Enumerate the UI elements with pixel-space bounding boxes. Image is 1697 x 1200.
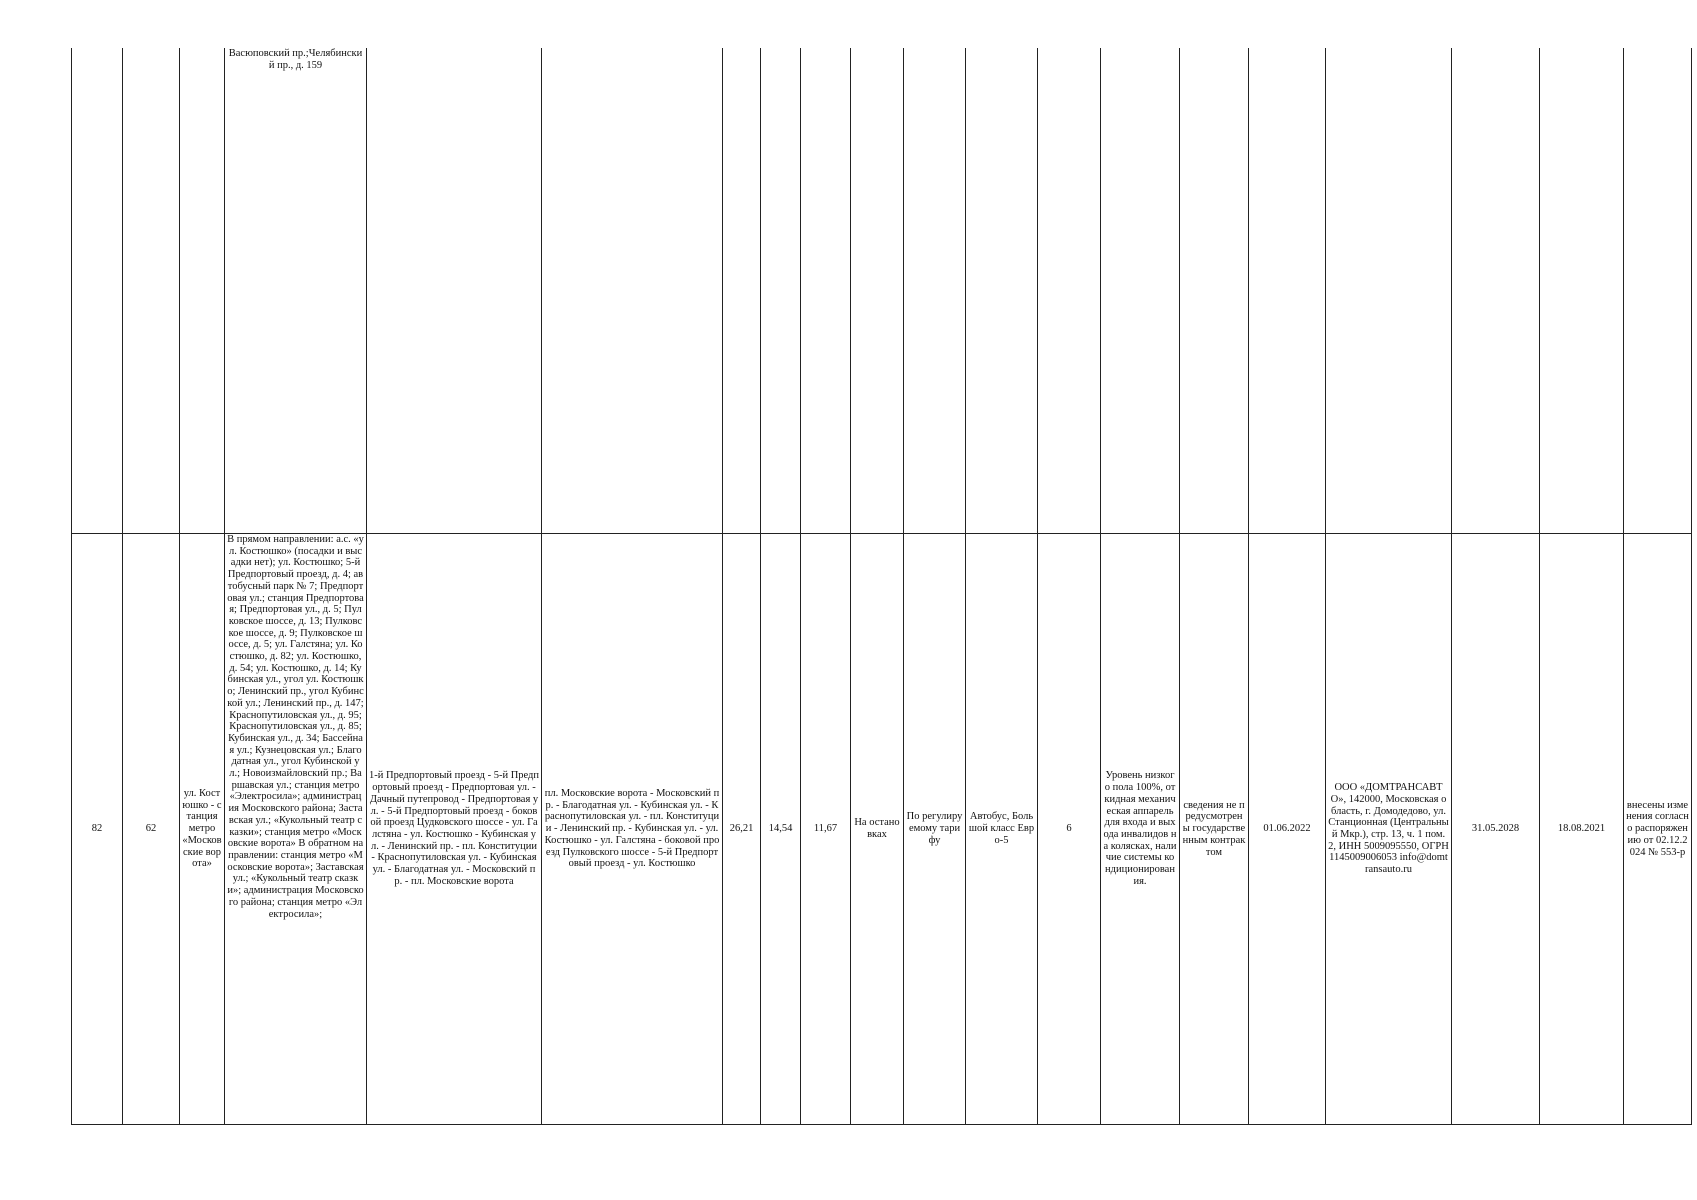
cell-empty — [1624, 48, 1692, 534]
streets-forward-cell: 1-й Предпортовый проезд - 5-й Предпортовый проезд - Предпортовая ул. - Дачный путепровод - Предпортовая ул. - 5-й Предпортовый проезд - боковой проезд Цудковского шоссе - ул. Галстяна - ул. Костюшко - Кубинская ул. - Ленинский пр. - пл. Конституции - Краснопутиловская ул. - Кубинская ул. - Благодатная ул. - Московский пр. - пл. Московские ворота — [367, 534, 542, 1125]
length-backward-cell: 14,54 — [761, 534, 801, 1125]
cell-empty — [1101, 48, 1180, 534]
characteristics-cell: Уровень низкого пола 100%, откидная механическая аппарель для входа и выхода инвалидов на колясках, наличие системы кондиционирования. — [1101, 534, 1180, 1125]
route-name-cell: ул. Костюшко - станция метро «Московские ворота» — [180, 534, 225, 1125]
cell-empty — [542, 48, 723, 534]
changes-date-cell: 18.08.2021 — [1540, 534, 1624, 1125]
cell-empty — [1540, 48, 1624, 534]
streets-backward-cell: пл. Московские ворота - Московский пр. - Благодатная ул. - Кубинская ул. - Краснопутиловская ул. - пл. Конституции - Ленинский пр. - Кубинская ул. - ул. Костюшко - ул. Галстяна - боковой проезд Пулковского шоссе - 5-й Предпортовый проезд - ул. Костюшко — [542, 534, 723, 1125]
cell-empty — [1180, 48, 1249, 534]
cell-empty — [123, 48, 180, 534]
cell-empty — [761, 48, 801, 534]
cell-empty — [723, 48, 761, 534]
contract-cell: сведения не предусмотрены государственным контрактом — [1180, 534, 1249, 1125]
start-date-cell: 01.06.2022 — [1249, 534, 1326, 1125]
previous-route-row-continuation — [72, 48, 1692, 534]
cell-empty — [801, 48, 851, 534]
cell-empty — [1249, 48, 1326, 534]
tariff-cell: По регулируемому тарифу — [904, 534, 966, 1125]
route-register-table — [71, 48, 1692, 1125]
cell-empty — [1326, 48, 1452, 534]
boarding-order-cell: На остановках — [851, 534, 904, 1125]
cell-empty — [851, 48, 904, 534]
cell-empty — [1452, 48, 1540, 534]
cell-empty — [367, 48, 542, 534]
route-number-cell: 62 — [123, 534, 180, 1125]
cell-empty — [1038, 48, 1101, 534]
stops-cell-continuation: Васюповский пр.;Челябинский пр., д. 159 — [225, 48, 367, 534]
vehicle-cell: Автобус, Большой класс Евро-5 — [966, 534, 1038, 1125]
end-date-cell: 31.05.2028 — [1452, 534, 1540, 1125]
length-total-cell: 11,67 — [801, 534, 851, 1125]
reg-number-cell: 82 — [72, 534, 123, 1125]
cell-empty — [72, 48, 123, 534]
route-row — [72, 534, 1692, 1125]
cell-empty — [966, 48, 1038, 534]
vehicle-count-cell: 6 — [1038, 534, 1101, 1125]
carrier-cell: ООО «ДОМТРАНСАВТО», 142000, Московская область, г. Домодедово, ул. Станционная (Центральный Мкр.), стр. 13, ч. 1 пом. 2, ИНН 5009095550, ОГРН 1145009006053 info@domtransauto.ru — [1326, 534, 1452, 1125]
length-forward-cell: 26,21 — [723, 534, 761, 1125]
cell-empty — [904, 48, 966, 534]
notes-cell: внесены изменения согласно распоряжению от 02.12.2024 № 553-р — [1624, 534, 1692, 1125]
stops-cell: В прямом направлении: а.с. «ул. Костюшко» (посадки и высадки нет); ул. Костюшко; 5-й Предпортовый проезд, д. 4; автобусный парк № 7; Предпортовая ул.; станция Предпортовая; Предпортовая ул., д. 5; Пулковское шоссе, д. 13; Пулковское шоссе, д. 9; Пулковское шоссе, д. 5; ул. Галстяна; ул. Костюшко, д. 82; ул. Костюшко, д. 54; ул. Костюшко, д. 14; Кубинская ул., угол ул. Костюшко; Ленинский пр., угол Кубинской ул.; Ленинский пр., д. 147; Краснопутиловская ул., д. 95; Краснопутиловская ул., д. 85; Кубинская ул., д. 34; Бассейная ул.; Кузнецовская ул.; Благодатная ул., угол Кубинской ул.; Новоизмайловский пр.; Варшавская ул.; станция метро «Электросила»; администрация Московского района; Заставская ул.; «Кукольный театр сказки»; станция метро «Московские ворота» В обратном направлении: станция метро «Московские ворота»; Заставская ул.; «Кукольный театр сказки»; администрация Московского района; станция метро «Электросила»; — [225, 534, 367, 1125]
cell-empty — [180, 48, 225, 534]
